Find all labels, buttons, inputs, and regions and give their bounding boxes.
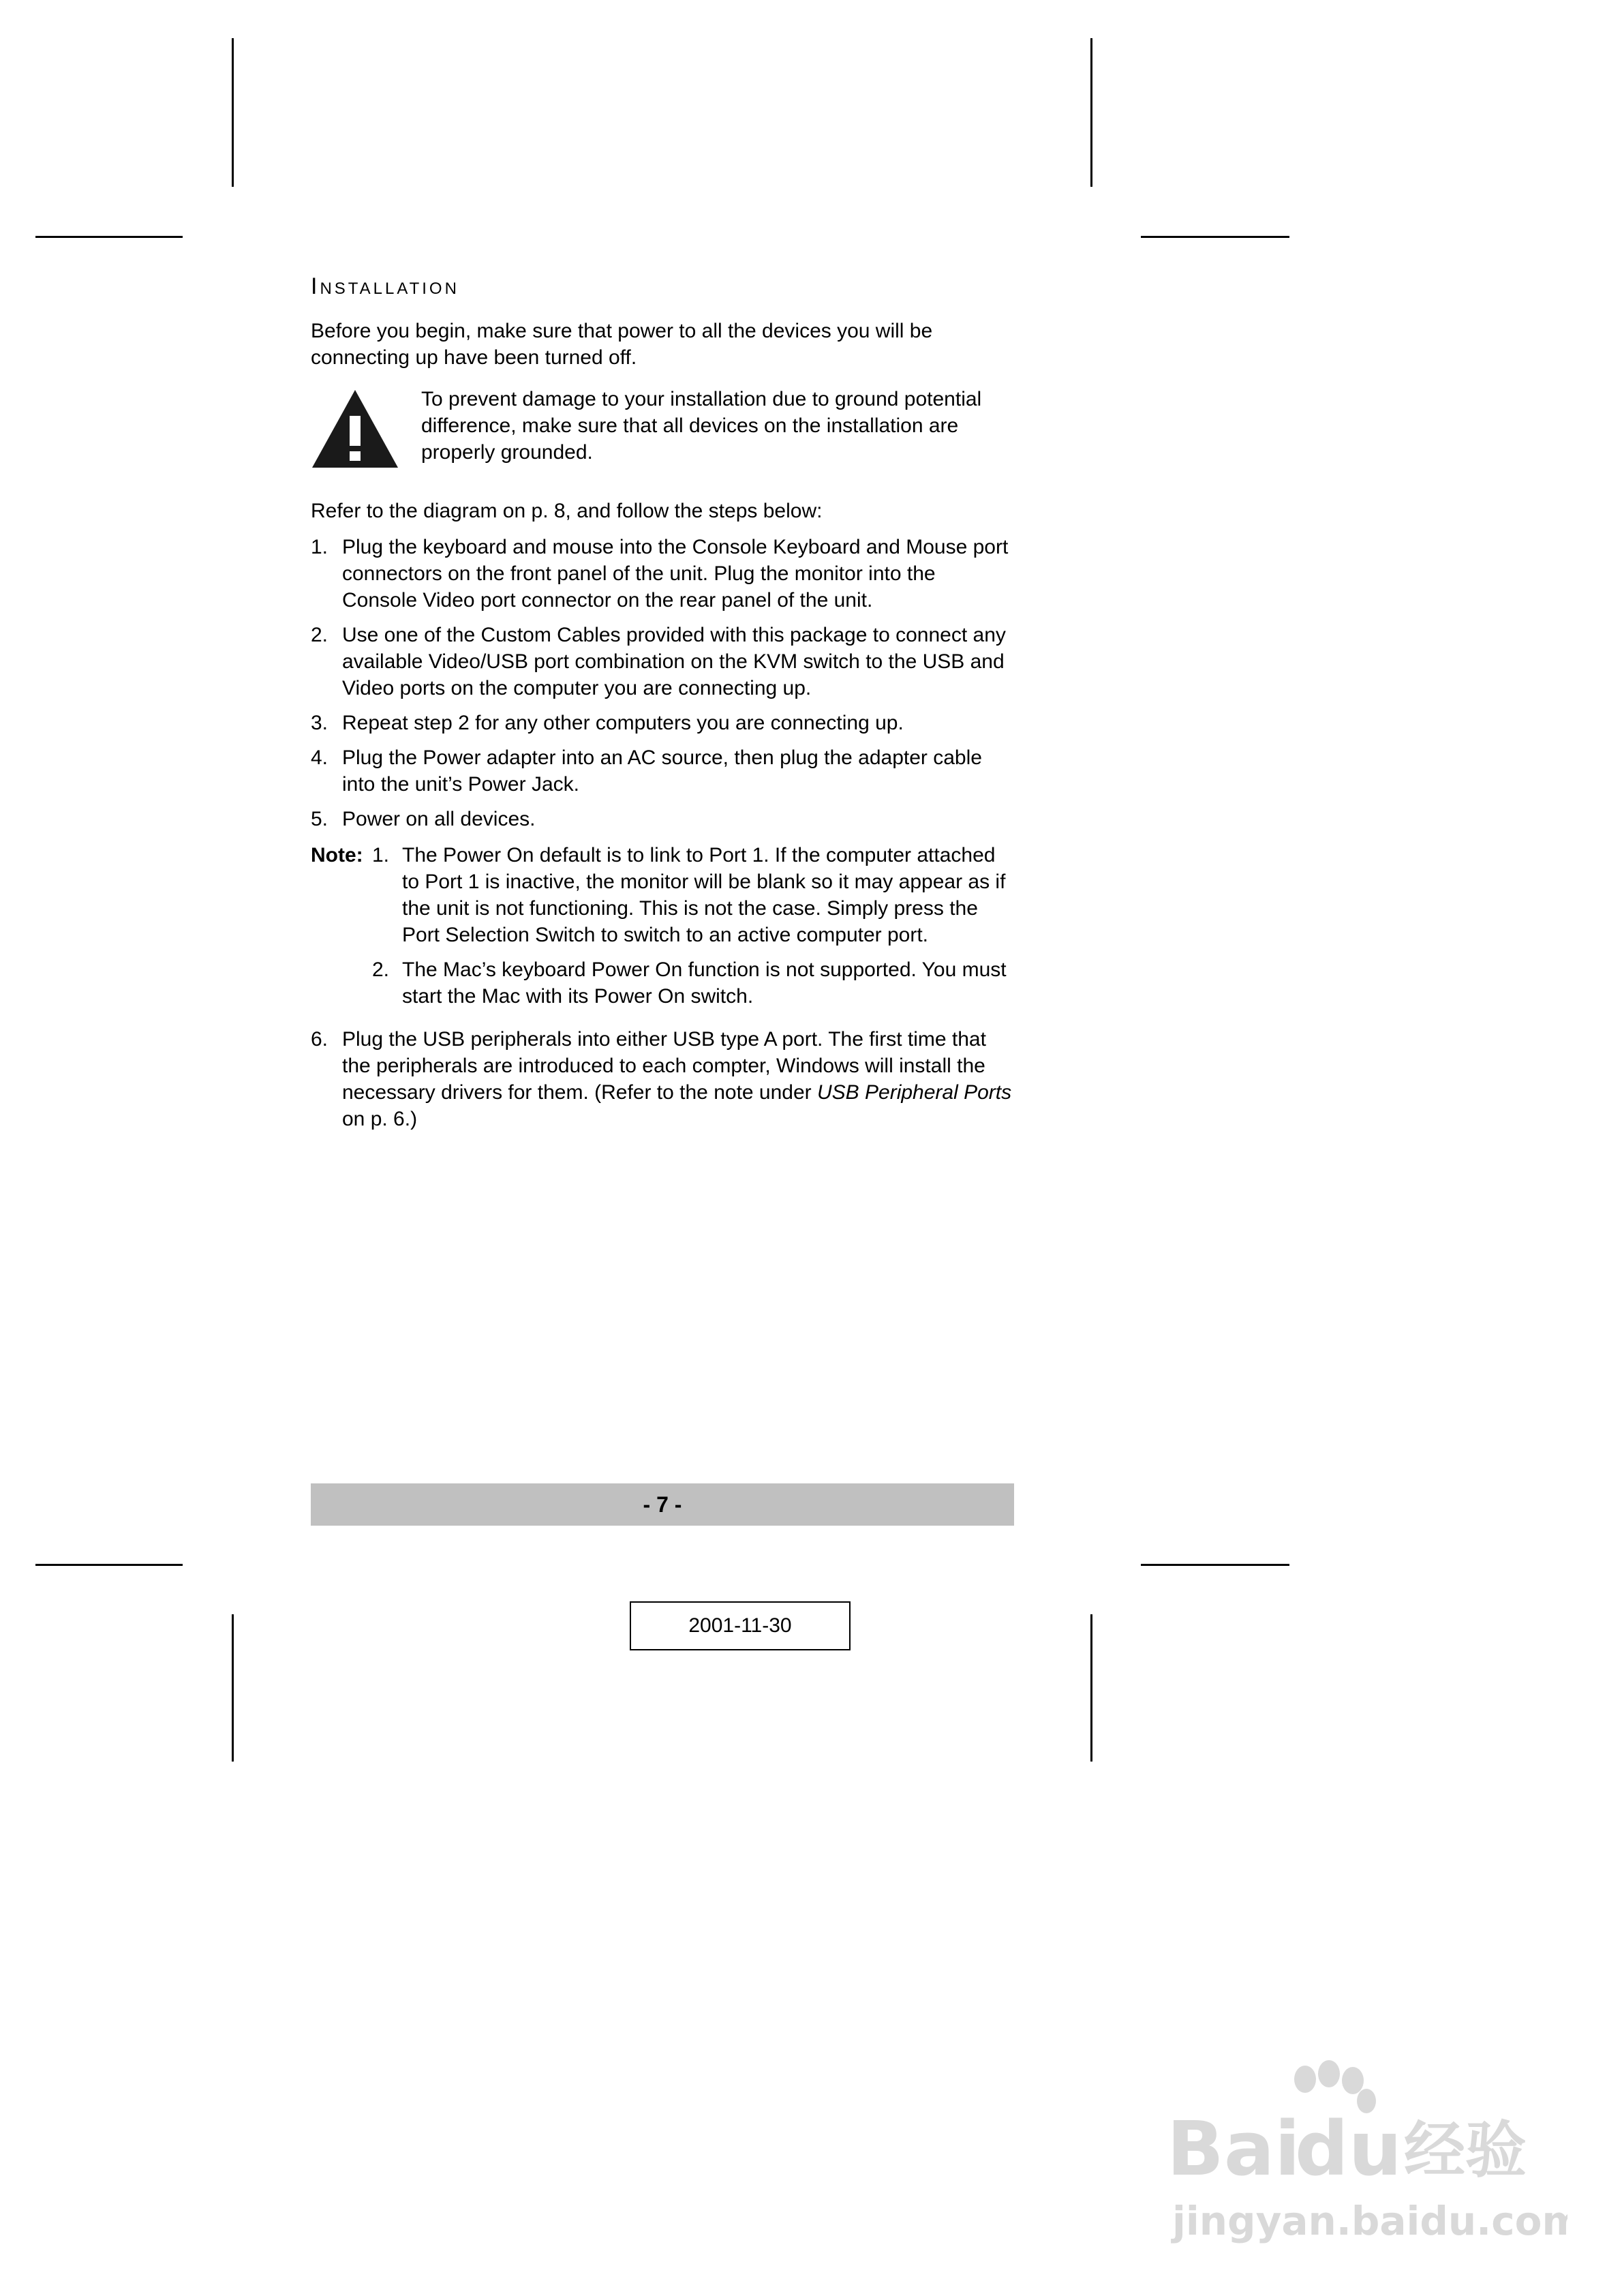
note-text: The Power On default is to link to Port 1. If the computer attached to Port 1 is inactive, the monitor will be blank so it may appear as if the unit is not functioning. This is not the case. Simply press the Port Selection Switch to switch to an active computer port. bbox=[402, 844, 1006, 946]
list-item bbox=[311, 744, 1013, 798]
warning-text: To prevent damage to your installation due to ground potential difference, make sure that all devices on the installation are properly grounded. bbox=[421, 388, 982, 464]
crop-mark-bottom-right bbox=[1090, 1614, 1092, 1762]
crop-mark-left-bottom bbox=[35, 1564, 183, 1566]
step-number: 4. bbox=[311, 746, 328, 769]
step-text-part: on p. 6.) bbox=[342, 1108, 418, 1130]
crop-mark-right-top bbox=[1141, 236, 1289, 238]
usb-peripheral-ports-reference: USB Peripheral Ports bbox=[817, 1081, 1012, 1104]
step-text: Plug the Power adapter into an AC source, then plug the adapter cable into the unit’s Power Jack. bbox=[342, 746, 982, 796]
crop-mark-right-bottom bbox=[1141, 1564, 1289, 1566]
intro-paragraph: Before you begin, make sure that power to all the devices you will be connecting up have been turned off. bbox=[311, 320, 933, 369]
steps-list bbox=[311, 534, 1013, 832]
baidu-paw-icon bbox=[1159, 2059, 1567, 2263]
note-text: The Mac’s keyboard Power On function is not supported. You must start the Mac with its Power On switch. bbox=[402, 958, 1007, 1008]
step-text: Power on all devices. bbox=[342, 808, 536, 830]
warning-block bbox=[311, 386, 1013, 469]
note-item bbox=[372, 842, 1013, 948]
page-number: - 7 - bbox=[643, 1492, 682, 1517]
step-number: 3. bbox=[311, 712, 328, 734]
step-number: 5. bbox=[311, 808, 328, 830]
step-number: 2. bbox=[311, 624, 328, 646]
crop-mark-top-right bbox=[1090, 38, 1092, 187]
list-item bbox=[311, 806, 1013, 832]
note-items bbox=[372, 842, 1013, 1018]
list-item bbox=[311, 622, 1013, 701]
step-number: 1. bbox=[311, 536, 328, 558]
watermark-url: jingyan.baidu.com bbox=[1172, 2198, 1567, 2244]
crop-mark-top-left bbox=[232, 38, 234, 187]
page-footer-bar bbox=[311, 1483, 1014, 1526]
step-text: Repeat step 2 for any other computers you are connecting up. bbox=[342, 712, 904, 734]
warning-triangle-icon bbox=[311, 389, 399, 469]
note-block bbox=[311, 842, 1013, 1018]
section-heading: Installation bbox=[311, 273, 459, 299]
crop-mark-bottom-left bbox=[232, 1614, 234, 1762]
step-text: Use one of the Custom Cables provided with this package to connect any available Video/USB port combination on the KVM switch to the USB and Video ports on the computer you are connecting up. bbox=[342, 624, 1006, 699]
watermark-brand-cn: 经验 bbox=[1404, 2115, 1527, 2186]
step-number: 6. bbox=[311, 1028, 328, 1051]
step-text bbox=[342, 1026, 1013, 1132]
date-text: 2001-11-30 bbox=[688, 1614, 792, 1637]
watermark-brand-du: du bbox=[1295, 2105, 1403, 2192]
crop-mark-left-top bbox=[35, 236, 183, 238]
note-number: 1. bbox=[372, 844, 390, 866]
date-box bbox=[630, 1601, 851, 1650]
watermark-brand: Bai bbox=[1167, 2105, 1300, 2192]
note-item bbox=[372, 956, 1013, 1010]
page-content bbox=[311, 273, 1013, 1141]
list-item bbox=[311, 710, 1013, 736]
list-item bbox=[311, 1026, 1013, 1132]
step-text: Plug the keyboard and mouse into the Console Keyboard and Mouse port connectors on the front panel of the unit. Plug the monitor into the Console Video port connector on the rear panel of the unit. bbox=[342, 536, 1009, 611]
step-text-part: Plug the USB peripherals into either USB type A port. The first time that the peripherals are introduced to each compter, Windows will install the necessary drivers for them. (Refer to the note under bbox=[342, 1028, 986, 1104]
baidu-jingyan-watermark bbox=[1159, 2059, 1567, 2263]
list-item bbox=[311, 534, 1013, 614]
refer-paragraph: Refer to the diagram on p. 8, and follow the steps below: bbox=[311, 500, 823, 522]
note-label: Note: bbox=[311, 844, 363, 866]
note-number: 2. bbox=[372, 958, 390, 981]
